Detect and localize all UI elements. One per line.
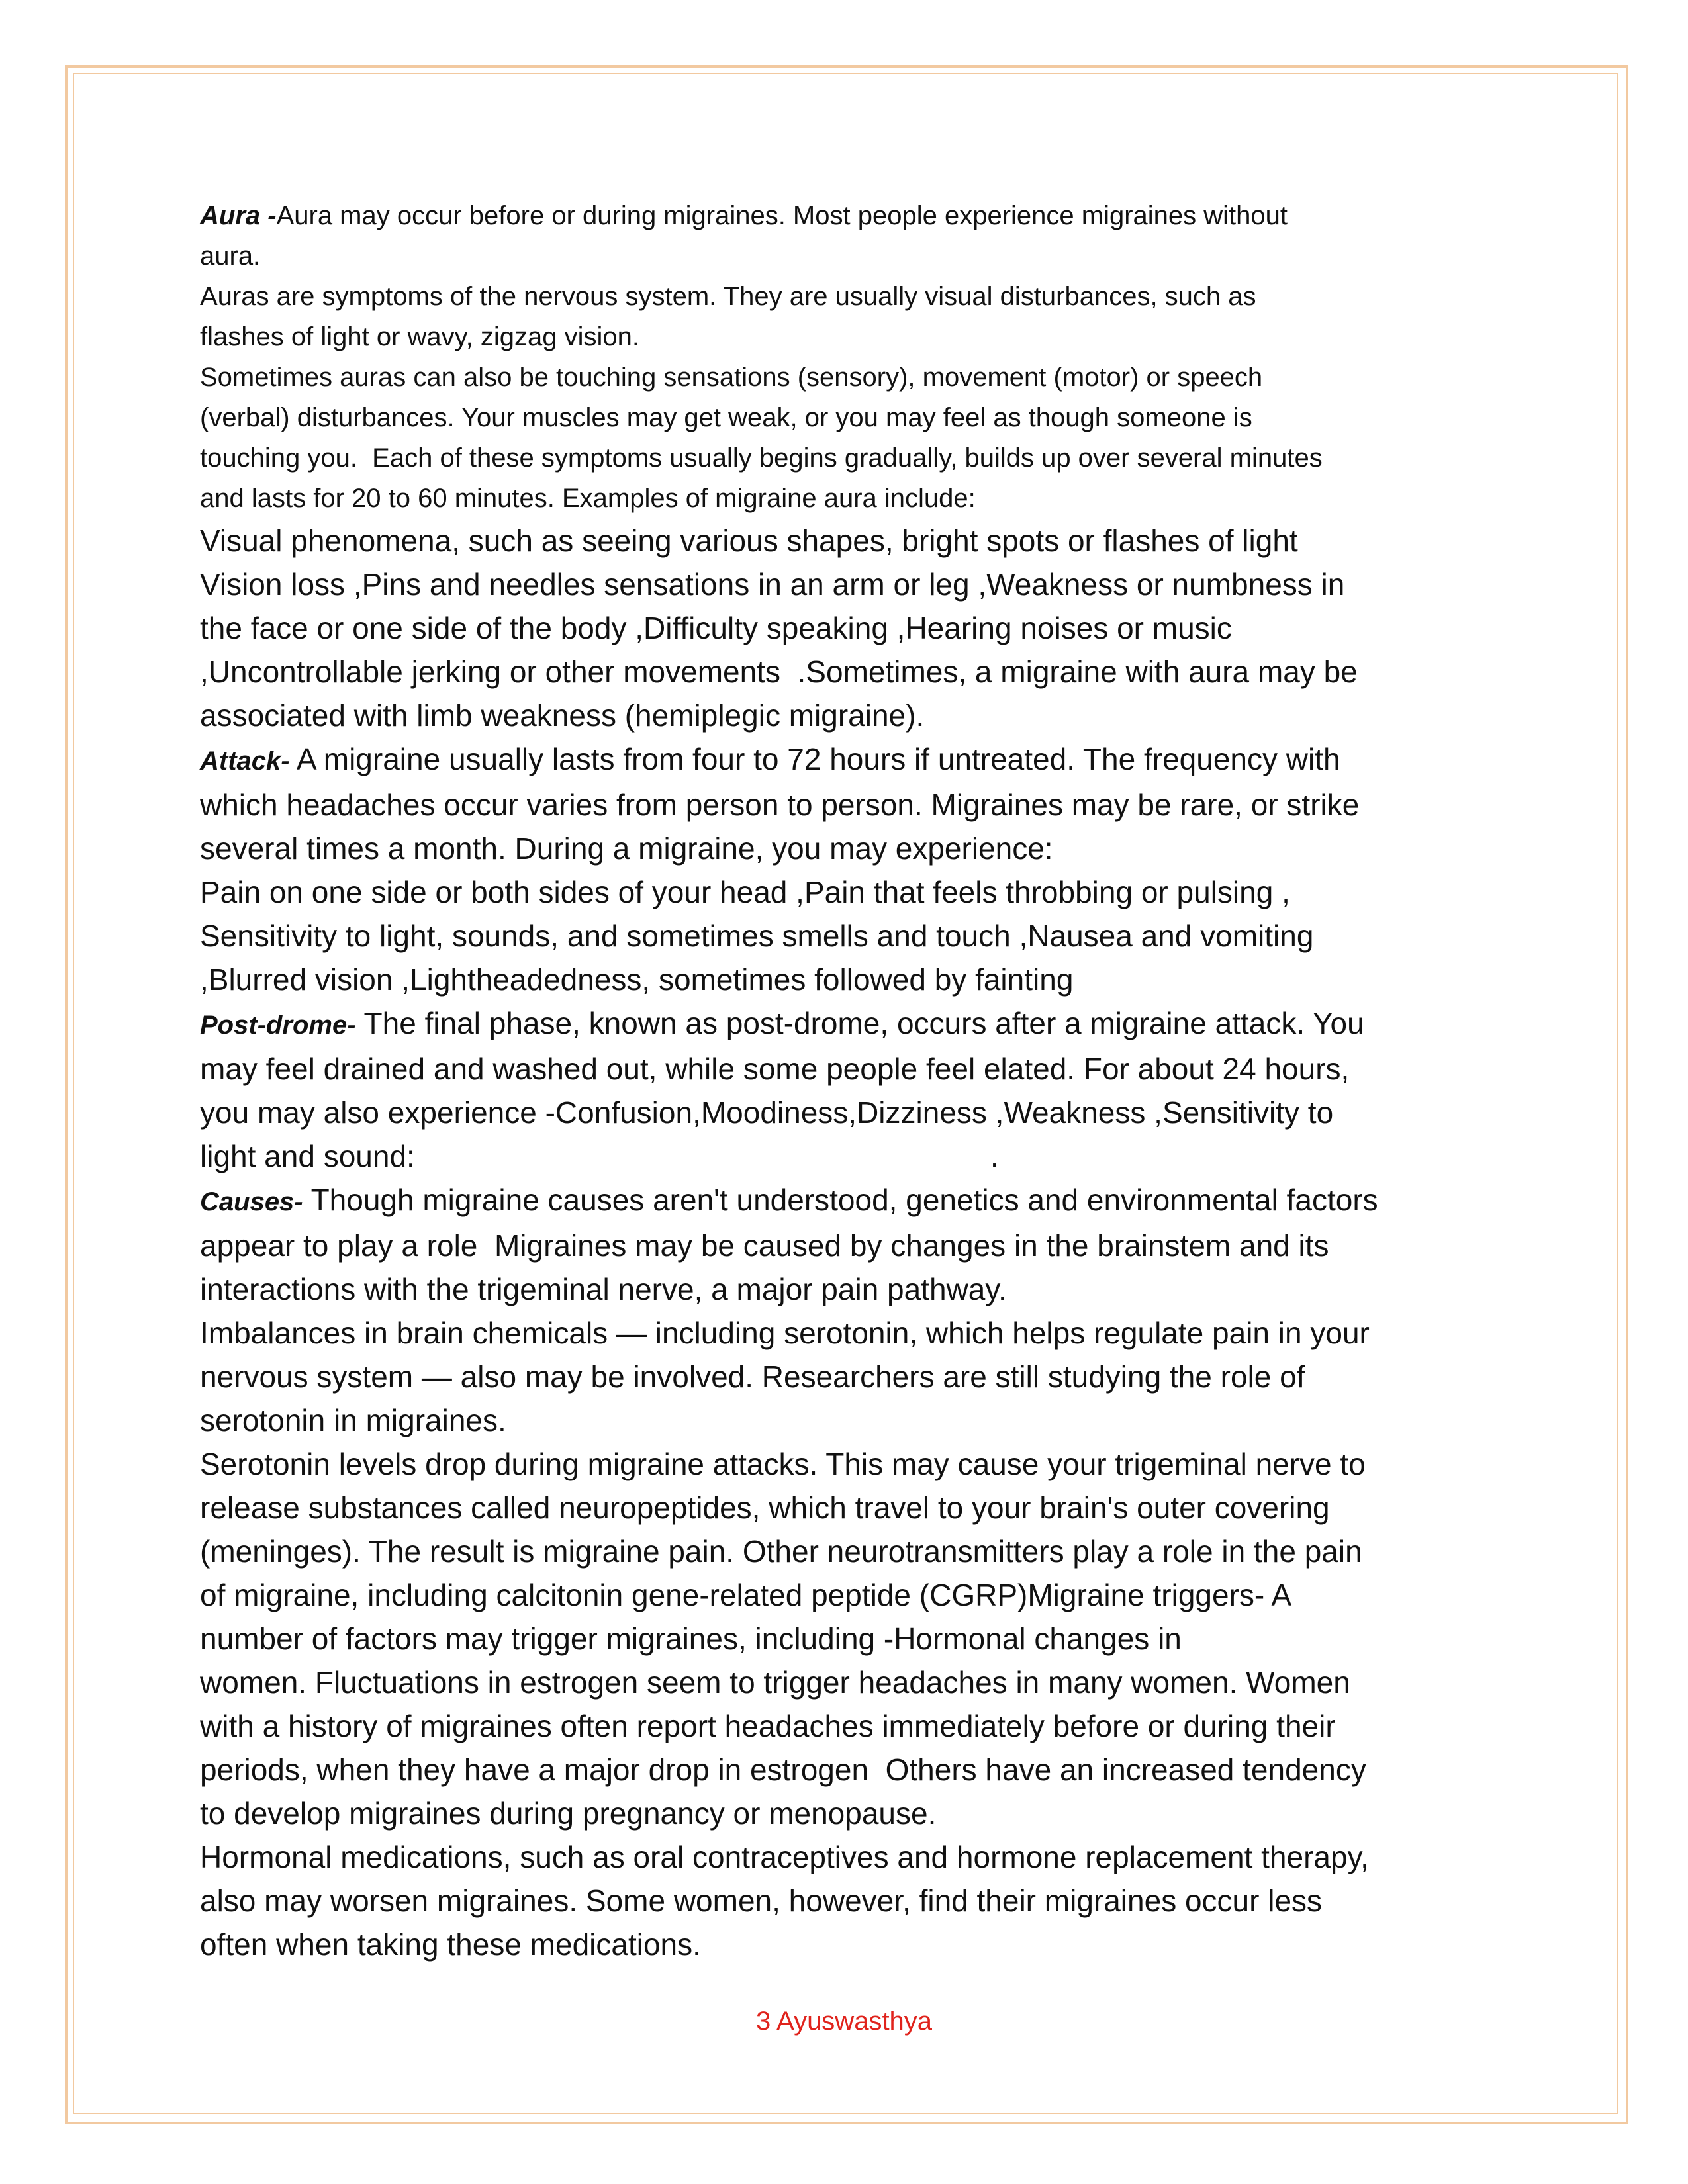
paragraph-lead: Aura - bbox=[200, 201, 277, 230]
paragraph-serotonin bbox=[200, 1442, 1511, 1835]
paragraph-attack bbox=[200, 737, 1511, 870]
paragraph-lead: Post-drome- bbox=[200, 1011, 356, 1040]
paragraph-lead: Attack- bbox=[200, 747, 290, 776]
paragraph-text: The final phase, known as post-drome, occurs after a migraine attack. You may feel drained and washed out, while some people feel elated. For about 24 hours, you may also experience -Confusion,Moodiness,Dizziness ,Weakness ,Sensitivity to light and sound: . bbox=[200, 1006, 1364, 1173]
paragraph-text: Imbalances in brain chemicals — including serotonin, which helps regulate pain in your nervous system — also may be involved. Researchers are still studying the role of serotonin in migraines. bbox=[200, 1316, 1370, 1437]
paragraph-aura-examples bbox=[200, 519, 1511, 737]
paragraph-attack-symptoms bbox=[200, 870, 1511, 1001]
paragraph-post-drome bbox=[200, 1001, 1511, 1178]
paragraph-auras-symptoms bbox=[200, 277, 1511, 357]
paragraph-text: Though migraine causes aren't understood, genetics and environmental factors appear to play a role Migraines may be caused by changes in the brainstem and its interactions with the trigeminal nerve, a major pain pathway. bbox=[200, 1183, 1378, 1306]
paragraph-text: Pain on one side or both sides of your head ,Pain that feels throbbing or pulsing , Sensitivity to light, sounds, and sometimes smells and touch ,Nausea and vomiting ,Blurred vision ,Lightheadedness, sometimes followed by fainting bbox=[200, 875, 1314, 997]
page-footer: 3 Ayuswasthya bbox=[755, 2007, 933, 2036]
paragraph-text: Aura may occur before or during migraines. Most people experience migraines without aura. bbox=[200, 201, 1288, 271]
paragraph-lead: Causes- bbox=[200, 1187, 303, 1216]
paragraph-auras-sensations bbox=[200, 357, 1511, 519]
document-body bbox=[200, 196, 1511, 1966]
paragraph-causes bbox=[200, 1178, 1511, 1311]
paragraph-brain-chemicals bbox=[200, 1311, 1511, 1442]
paragraph-text: Sometimes auras can also be touching sensations (sensory), movement (motor) or speech (verbal) disturbances. Your muscles may get weak, or you may feel as though someone is touching you. Each of these symptoms usually begins gradually, builds up over several minutes and lasts for 20 to 60 minutes. Examples of migraine aura include: bbox=[200, 363, 1323, 513]
paragraph-text: Hormonal medications, such as oral contraceptives and hormone replacement therapy, also may worsen migraines. Some women, however, find their migraines occur less often when taking these medications. bbox=[200, 1840, 1369, 1962]
paragraph-text: Visual phenomena, such as seeing various shapes, bright spots or flashes of light Vision loss ,Pins and needles sensations in an arm or leg ,Weakness or numbness in the face or one side of the body ,Difficulty speaking ,Hearing noises or music ,Uncontrollable jerking or other movements .Sometimes, a migraine with aura may be associated with limb weakness (hemiplegic migraine). bbox=[200, 523, 1358, 733]
paragraph-aura bbox=[200, 196, 1511, 277]
paragraph-hormonal-medications bbox=[200, 1835, 1511, 1966]
paragraph-text: A migraine usually lasts from four to 72 hours if untreated. The frequency with which headaches occur varies from person to person. Migraines may be rare, or strike several times a month. During a migraine, you may experience: bbox=[200, 742, 1360, 866]
paragraph-text: Serotonin levels drop during migraine attacks. This may cause your trigeminal nerve to release substances called neuropeptides, which travel to your brain's outer covering (meninges). The result is migraine pain. Other neurotransmitters play a role in the pain of migraine, including calcitonin gene-related peptide (CGRP)Migraine triggers- A number of factors may trigger migraines, including -Hormonal changes in women. Fluctuations in estrogen seem to trigger headaches in many women. Women with a history of migraines often report headaches immediately before or during their periods, when they have a major drop in estrogen Others have an increased tendency to develop migraines during pregnancy or menopause. bbox=[200, 1447, 1366, 1831]
paragraph-text: Auras are symptoms of the nervous system. They are usually visual disturbances, such as flashes of light or wavy, zigzag vision. bbox=[200, 282, 1256, 351]
